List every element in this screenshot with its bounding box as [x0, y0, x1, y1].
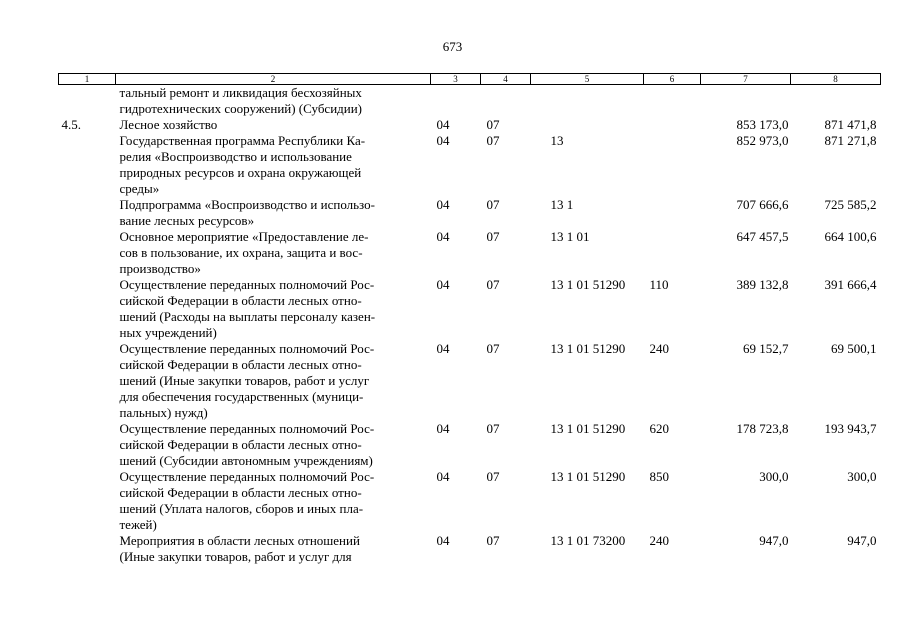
section-code: 04	[436, 229, 450, 244]
subsection-code: 07	[486, 421, 500, 436]
item-name-line: шений (Расходы на выплаты персоналу казен-	[119, 309, 376, 324]
item-name-line: шений (Уплата налогов, сборов и иных пла-	[119, 501, 364, 516]
amount-col-8: 725 585,2	[824, 197, 877, 212]
amount-col-7: 647 457,5	[736, 229, 789, 244]
expense-type: 850	[649, 469, 669, 484]
column-header-7: 7	[701, 74, 791, 85]
amount-col-8: 391 666,4	[824, 277, 877, 292]
section-code: 04	[436, 341, 450, 356]
target-article	[531, 117, 644, 133]
subsection-code: 07	[486, 133, 500, 148]
amount-col-7: 69 152,7	[743, 341, 789, 356]
expense-type	[644, 85, 701, 118]
item-name-line: сийской Федерации в области лесных отно-	[119, 437, 362, 452]
item-name-line: для обеспечения государственных (муници-	[119, 389, 364, 404]
item-name-line: тежей)	[119, 517, 157, 532]
expense-type	[644, 133, 701, 197]
item-name	[116, 229, 431, 277]
row-number	[59, 469, 116, 533]
row-number	[59, 85, 116, 118]
amount-col-8: 871 271,8	[824, 133, 877, 148]
expense-type	[644, 229, 701, 277]
row-number: 4.5.	[61, 117, 81, 132]
item-name-line: сов в пользование, их охрана, защита и вос-	[119, 245, 363, 260]
item-name	[116, 117, 431, 133]
column-header-4: 4	[481, 74, 531, 85]
expense-type: 110	[649, 277, 669, 292]
item-name-line: Осуществление переданных полномочий Рос-	[119, 469, 375, 484]
subsection-code	[481, 85, 531, 118]
row-number	[59, 277, 116, 341]
target-article: 13 1 01 51290	[550, 421, 626, 436]
expense-type: 240	[649, 533, 669, 548]
column-header-6: 6	[644, 74, 701, 85]
expense-type: 240	[649, 341, 669, 356]
item-name-line: Государственная программа Республики Ка-	[119, 133, 366, 148]
row-number	[59, 133, 116, 197]
expense-type	[644, 197, 701, 229]
item-name-line: Осуществление переданных полномочий Рос-	[119, 421, 375, 436]
amount-col-8: 69 500,1	[831, 341, 877, 356]
amount-col-7: 178 723,8	[736, 421, 789, 436]
item-name-line: Лесное хозяйство	[119, 117, 218, 132]
item-name	[116, 469, 431, 533]
section-code: 04	[436, 469, 450, 484]
section-code: 04	[436, 197, 450, 212]
amount-col-7: 852 973,0	[736, 133, 789, 148]
item-name-line: среды»	[119, 181, 160, 196]
amount-col-8: 664 100,6	[824, 229, 877, 244]
subsection-code: 07	[486, 533, 500, 548]
subsection-code: 07	[486, 469, 500, 484]
item-name-line: Основное мероприятие «Предоставление ле-	[119, 229, 369, 244]
target-article: 13 1 01 73200	[550, 533, 626, 548]
item-name-line: сийской Федерации в области лесных отно-	[119, 485, 362, 500]
subsection-code: 07	[486, 197, 500, 212]
amount-col-8: 871 471,8	[824, 117, 877, 132]
item-name-line: (Иные закупки товаров, работ и услуг для	[119, 549, 352, 564]
amount-col-7: 707 666,6	[736, 197, 789, 212]
budget-table	[58, 73, 881, 565]
table-row	[59, 341, 881, 421]
column-header-3: 3	[431, 74, 481, 85]
item-name-line: Осуществление переданных полномочий Рос-	[119, 341, 375, 356]
item-name-line: сийской Федерации в области лесных отно-	[119, 357, 362, 372]
item-name-line: тальный ремонт и ликвидация бесхозяйных	[119, 85, 362, 100]
amount-col-8: 193 943,7	[824, 421, 877, 436]
subsection-code: 07	[486, 277, 500, 292]
column-header-2: 2	[116, 74, 431, 85]
item-name-line: шений (Субсидии автономным учреждениям)	[119, 453, 373, 468]
header-row	[59, 74, 881, 85]
item-name	[116, 197, 431, 229]
table-row	[59, 277, 881, 341]
amount-col-7: 389 132,8	[736, 277, 789, 292]
item-name-line: гидротехнических сооружений) (Субсидии)	[119, 101, 363, 116]
amount-col-7	[701, 85, 791, 118]
section-code: 04	[436, 117, 450, 132]
subsection-code: 07	[486, 341, 500, 356]
target-article: 13 1 01 51290	[550, 469, 626, 484]
amount-col-8: 300,0	[847, 469, 877, 484]
section-code: 04	[436, 277, 450, 292]
table-row	[59, 85, 881, 118]
expense-type	[644, 117, 701, 133]
row-number	[59, 229, 116, 277]
amount-col-7: 300,0	[759, 469, 789, 484]
column-header-5: 5	[531, 74, 644, 85]
item-name	[116, 133, 431, 197]
table-row	[59, 117, 881, 133]
table-row	[59, 229, 881, 277]
item-name-line: пальных) нужд)	[119, 405, 208, 420]
amount-col-8	[791, 85, 881, 118]
item-name	[116, 85, 431, 118]
section-code: 04	[436, 133, 450, 148]
subsection-code: 07	[486, 229, 500, 244]
item-name	[116, 421, 431, 469]
item-name-line: сийской Федерации в области лесных отно-	[119, 293, 362, 308]
item-name-line: Подпрограмма «Воспроизводство и использо-	[119, 197, 375, 212]
page-number: 673	[442, 39, 463, 54]
item-name-line: природных ресурсов и охрана окружающей	[119, 165, 362, 180]
target-article: 13 1 01	[550, 229, 590, 244]
table-row	[59, 533, 881, 565]
table-body	[59, 85, 881, 566]
table-row	[59, 421, 881, 469]
column-header-1: 1	[59, 74, 116, 85]
target-article: 13 1 01 51290	[550, 277, 626, 292]
item-name	[116, 277, 431, 341]
column-header-8: 8	[791, 74, 881, 85]
amount-col-7: 853 173,0	[736, 117, 789, 132]
item-name	[116, 533, 431, 565]
item-name-line: релия «Воспроизводство и использование	[119, 149, 352, 164]
item-name-line: ных учреждений)	[119, 325, 217, 340]
item-name-line: шений (Иные закупки товаров, работ и услуг	[119, 373, 370, 388]
target-article: 13 1 01 51290	[550, 341, 626, 356]
item-name	[116, 341, 431, 421]
item-name-line: производство»	[119, 261, 201, 276]
amount-col-8: 947,0	[847, 533, 877, 548]
target-article	[531, 85, 644, 118]
amount-col-7: 947,0	[759, 533, 789, 548]
table-row	[59, 133, 881, 197]
item-name-line: Осуществление переданных полномочий Рос-	[119, 277, 375, 292]
table-row	[59, 469, 881, 533]
row-number	[59, 341, 116, 421]
target-article: 13 1	[550, 197, 574, 212]
item-name-line: вание лесных ресурсов»	[119, 213, 255, 228]
row-number	[59, 197, 116, 229]
item-name-line: Мероприятия в области лесных отношений	[119, 533, 360, 548]
section-code: 04	[436, 533, 450, 548]
row-number	[59, 533, 116, 565]
expense-type: 620	[649, 421, 669, 436]
row-number	[59, 421, 116, 469]
target-article: 13	[550, 133, 564, 148]
section-code	[431, 85, 481, 118]
table-row	[59, 197, 881, 229]
section-code: 04	[436, 421, 450, 436]
subsection-code: 07	[486, 117, 500, 132]
